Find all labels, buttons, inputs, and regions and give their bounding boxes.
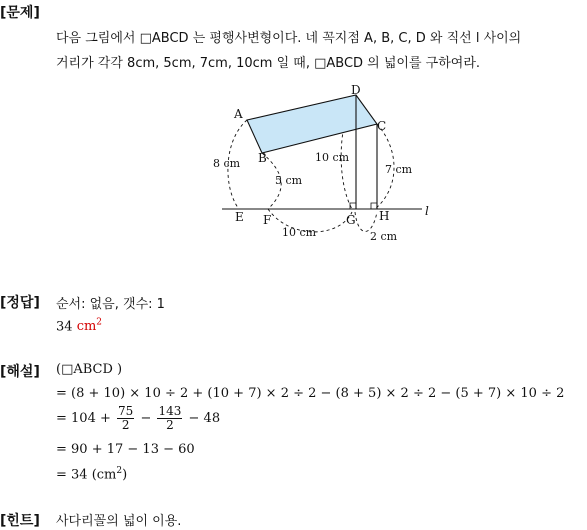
solution-intro: (□ABCD ) <box>56 362 123 377</box>
solution-line3: = 90 + 17 − 13 − 60 <box>56 442 195 457</box>
label-F: F <box>263 213 272 227</box>
solution-header: [해설] <box>0 364 40 380</box>
right-angle-h <box>371 203 377 209</box>
label-5cm: 5 cm <box>275 174 303 187</box>
problem-text-line2: 거리가 각각 8cm, 5cm, 7cm, 10cm 일 때, □ABCD 의 넓이를 구하여라. <box>56 56 481 71</box>
label-2cm: 2 cm <box>370 230 398 243</box>
solution-line4: = 34 $(cm^2)$ <box>56 466 128 483</box>
solution-line2-start: = 104 + <box>56 411 111 426</box>
label-10cm-fg: 10 cm <box>282 226 317 239</box>
label-A: A <box>234 107 243 121</box>
fraction-143-2: $\frac{143}{2}$ <box>158 404 182 432</box>
answer-value <box>56 318 102 334</box>
label-H: H <box>379 209 390 223</box>
fraction-75-2: $\frac{75}{2}$ <box>118 404 134 432</box>
problem-text-line1: 다음 그림에서 □ABCD 는 평행사변형이다. 네 꼭지점 A, B, C, D 와 직선 l 사이의 <box>56 31 522 46</box>
solution-line2-end: − 48 <box>188 411 221 426</box>
answer-order-count: 순서: 없음, 갯수: 1 <box>56 297 165 312</box>
label-8cm: 8 cm <box>213 157 241 170</box>
label-D: D <box>351 83 361 97</box>
label-7cm: 7 cm <box>385 163 413 176</box>
hint-text: 사다리꼴의 넓이 이용. <box>56 514 182 529</box>
hint-header: [힌트] <box>0 513 40 529</box>
label-B: B <box>258 151 267 165</box>
label-10cm-dg: 10 cm <box>315 151 350 164</box>
label-G: G <box>346 213 356 227</box>
parallelogram-figure <box>200 80 440 250</box>
answer-number: 34 <box>56 319 73 335</box>
label-line-l: l <box>425 204 429 218</box>
solution-line2-minus: − <box>140 411 152 426</box>
label-C: C <box>377 119 387 133</box>
answer-unit: $cm^2$ <box>76 318 103 335</box>
arc-g-h <box>355 212 377 232</box>
solution-line1: = (8 + 10) × 10 ÷ 2 + (10 + 7) × 2 ÷ 2 − (8 + 5) × 2 ÷ 2 − (5 + 7) × 10 ÷ 2 <box>56 386 565 401</box>
problem-header: [문제] <box>0 5 40 21</box>
parallelogram-abcd <box>247 95 377 153</box>
label-E: E <box>235 210 244 224</box>
answer-header: [정답] <box>0 295 40 311</box>
solution-line2 <box>56 405 220 432</box>
